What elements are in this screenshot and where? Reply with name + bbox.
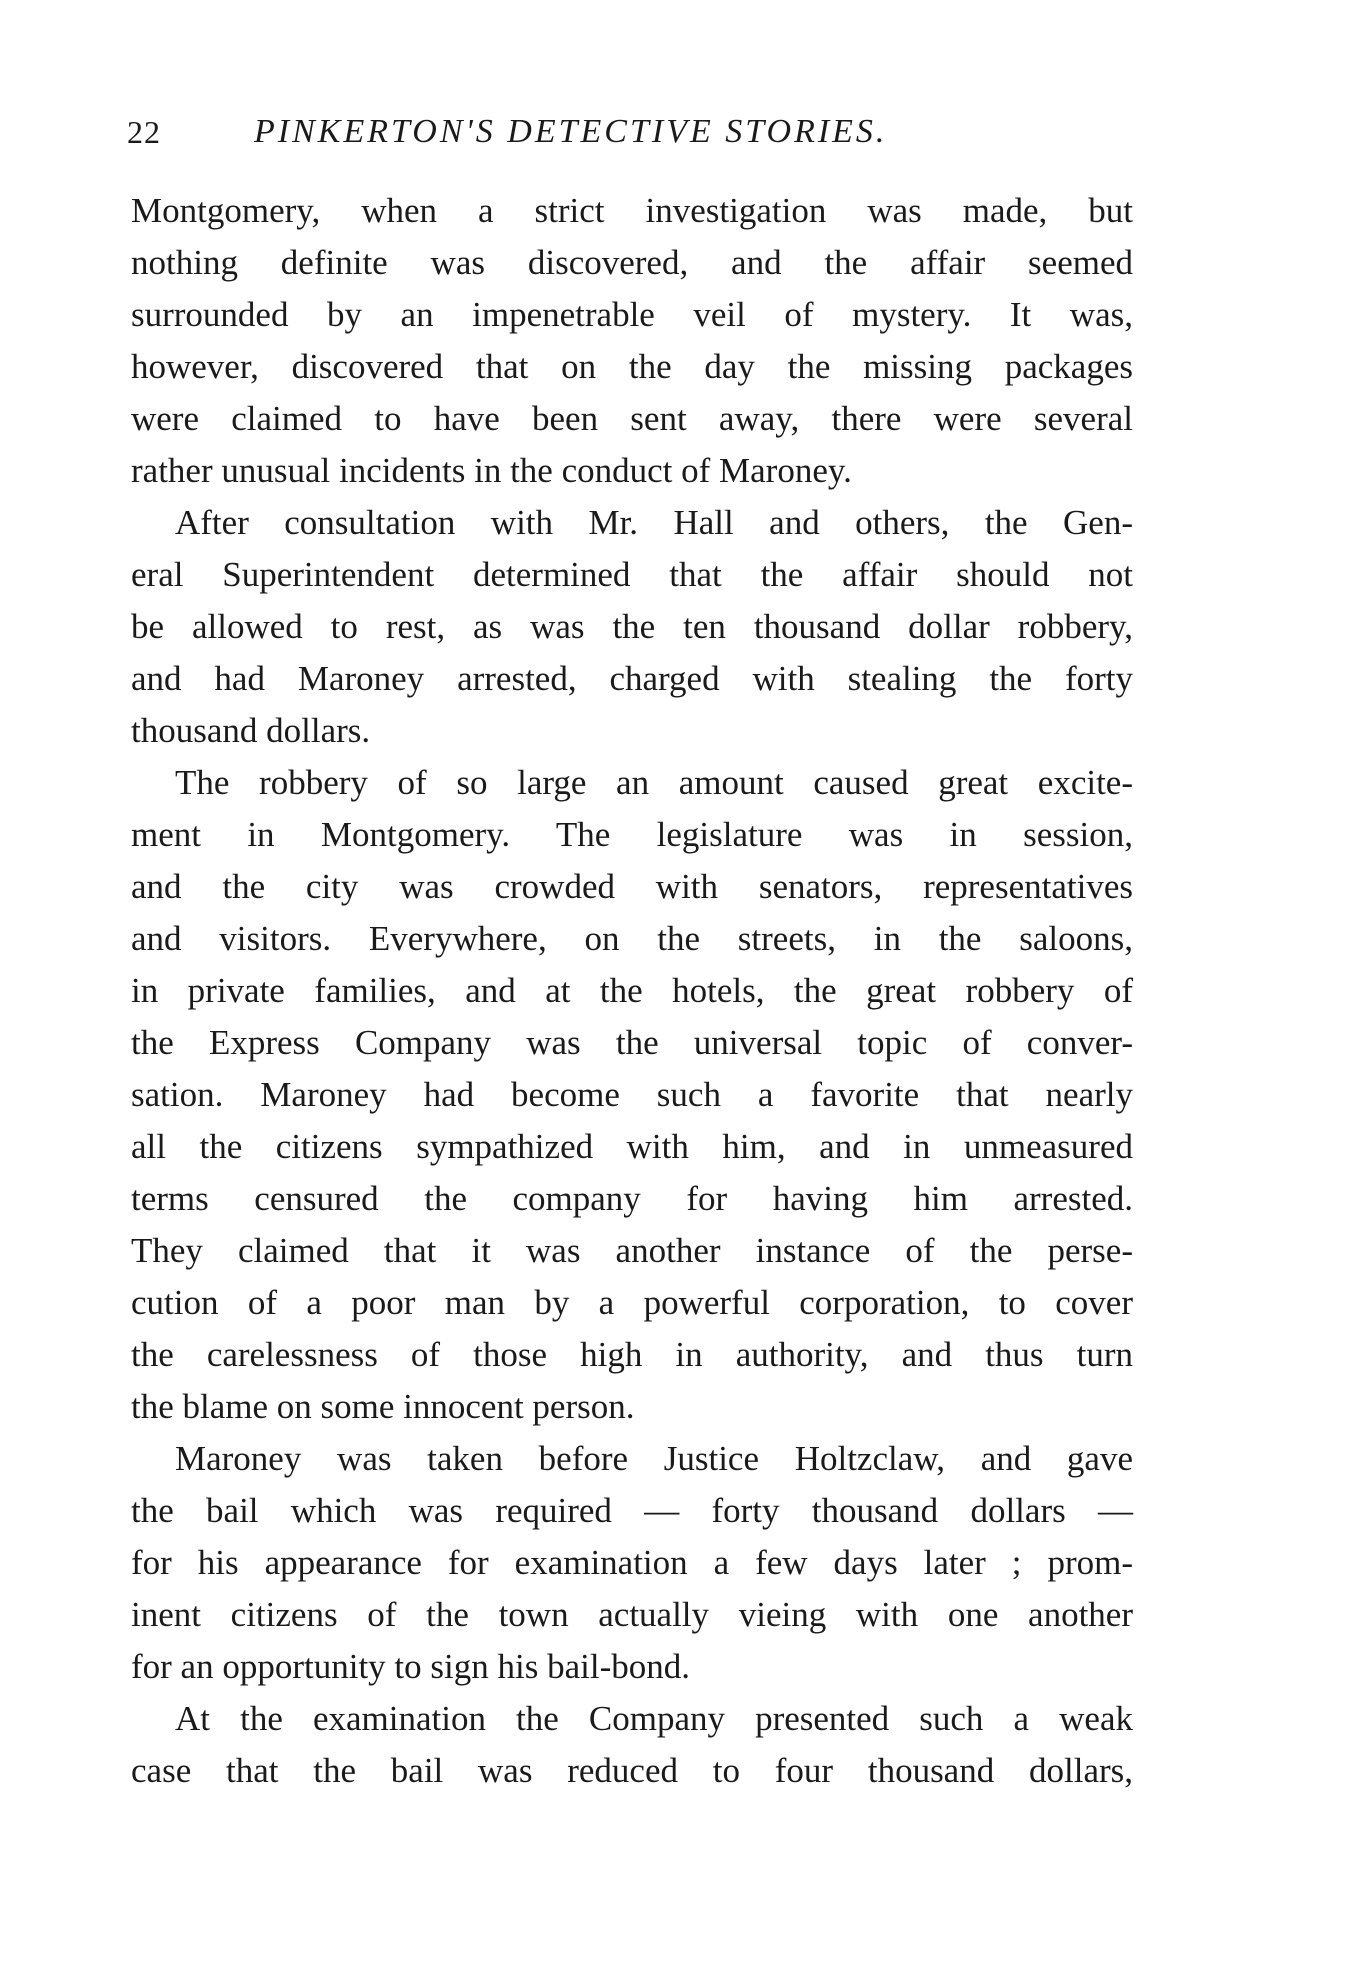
text-line: nothing definite was discovered, and the affair seemed <box>131 243 1133 282</box>
running-title: PINKERTON'S DETECTIVE STORIES. <box>254 113 888 150</box>
paragraph-1 <box>131 185 1133 497</box>
text-line: eral Superintendent determined that the affair should not <box>131 555 1133 594</box>
text-line: terms censured the company for having him arrested. <box>131 1179 1133 1218</box>
text-line: for an opportunity to sign his bail-bond. <box>131 1647 690 1686</box>
text-line: were claimed to have been sent away, there were several <box>131 399 1133 438</box>
text-line: cution of a poor man by a powerful corporation, to cover <box>131 1283 1133 1322</box>
text-line: Maroney was taken before Justice Holtzclaw, and gave <box>175 1439 1133 1478</box>
paragraph-5 <box>131 1693 1133 1797</box>
running-head <box>127 112 1132 152</box>
paragraph-4 <box>131 1433 1133 1693</box>
text-line: and the city was crowded with senators, representatives <box>131 867 1133 906</box>
page-number: 22 <box>127 114 161 150</box>
text-line: be allowed to rest, as was the ten thousand dollar robbery, <box>131 607 1133 646</box>
paragraph-3 <box>131 757 1133 1433</box>
text-line: however, discovered that on the day the missing packages <box>131 347 1133 386</box>
text-line: Montgomery, when a strict investigation was made, but <box>131 191 1133 230</box>
text-line: the carelessness of those high in authority, and thus turn <box>131 1335 1133 1374</box>
text-line: sation. Maroney had become such a favorite that nearly <box>131 1075 1133 1114</box>
text-line: and visitors. Everywhere, on the streets, in the saloons, <box>131 919 1133 958</box>
text-line: At the examination the Company presented such a weak <box>175 1699 1133 1738</box>
body-text <box>131 185 1133 1797</box>
text-line: inent citizens of the town actually vieing with one another <box>131 1595 1133 1634</box>
text-line: for his appearance for examination a few days later ; prom- <box>131 1543 1133 1582</box>
text-line: thousand dollars. <box>131 711 371 750</box>
text-line: the bail which was required — forty thousand dollars — <box>131 1491 1133 1530</box>
text-line: in private families, and at the hotels, the great robbery of <box>131 971 1133 1010</box>
text-line: the Express Company was the universal topic of conver- <box>131 1023 1133 1062</box>
text-line: rather unusual incidents in the conduct of Maroney. <box>131 451 852 490</box>
text-line: all the citizens sympathized with him, and in unmeasured <box>131 1127 1133 1166</box>
text-line: the blame on some innocent person. <box>131 1387 635 1426</box>
text-line: After consultation with Mr. Hall and others, the Gen- <box>175 503 1133 542</box>
text-line: surrounded by an impenetrable veil of mystery. It was, <box>131 295 1133 334</box>
text-line: ment in Montgomery. The legislature was in session, <box>131 815 1133 854</box>
text-line: They claimed that it was another instance of the perse- <box>131 1231 1133 1270</box>
text-line: The robbery of so large an amount caused great excite- <box>175 763 1133 802</box>
paragraph-2 <box>131 497 1133 757</box>
text-line: and had Maroney arrested, charged with stealing the forty <box>131 659 1133 698</box>
text-line: case that the bail was reduced to four thousand dollars, <box>131 1751 1133 1790</box>
